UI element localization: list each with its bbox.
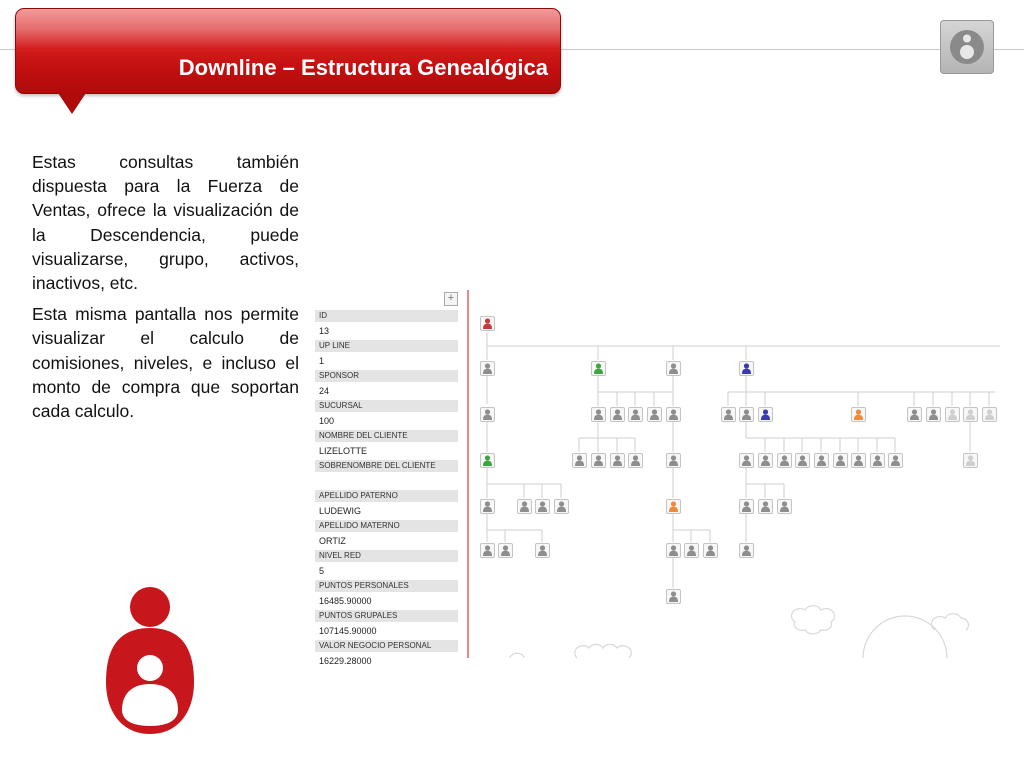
person-icon[interactable] <box>814 453 829 468</box>
tree-connectors <box>315 290 1000 658</box>
title-banner <box>15 8 561 94</box>
person-icon[interactable] <box>982 407 997 422</box>
person-icon[interactable] <box>777 453 792 468</box>
person-icon[interactable] <box>739 453 754 468</box>
field-value-valor-negocio: 16229.28000 <box>319 656 372 666</box>
person-icon[interactable] <box>833 453 848 468</box>
person-icon[interactable] <box>739 499 754 514</box>
field-value-sponsor: 24 <box>319 386 330 396</box>
person-icon[interactable] <box>758 407 773 422</box>
person-icon[interactable] <box>758 499 773 514</box>
person-icon[interactable] <box>498 543 513 558</box>
person-icon[interactable] <box>666 589 681 604</box>
page-title: Downline – Estructura Genealógica <box>178 55 548 80</box>
person-icon[interactable] <box>758 453 773 468</box>
person-icon[interactable] <box>480 316 495 331</box>
person-icon[interactable] <box>926 407 941 422</box>
person-icon[interactable] <box>666 453 681 468</box>
paragraph-1: Estas consultas también dispuesta para la Fuerza de Ventas, ofrece la visualización de la Descendencia, puede visualizarse, grupo, activos, inactivos, etc. <box>32 152 299 294</box>
person-icon[interactable] <box>535 499 550 514</box>
person-icon[interactable] <box>610 453 625 468</box>
field-label-nombre: NOMBRE DEL CLIENTE <box>315 430 458 442</box>
person-icon[interactable] <box>684 543 699 558</box>
field-value-apellido-paterno: LUDEWIG <box>319 506 362 516</box>
person-icon[interactable] <box>480 407 495 422</box>
plus-icon[interactable]: + <box>444 292 458 306</box>
person-icon[interactable] <box>480 499 495 514</box>
person-icon[interactable] <box>628 453 643 468</box>
field-label-puntos-grupales: PUNTOS GRUPALES <box>315 610 458 622</box>
person-icon[interactable] <box>591 407 606 422</box>
field-value-puntos-personales: 16485.90000 <box>319 596 372 606</box>
person-icon[interactable] <box>535 543 550 558</box>
person-icon[interactable] <box>870 453 885 468</box>
person-icon[interactable] <box>666 543 681 558</box>
person-icon[interactable] <box>777 499 792 514</box>
field-value-sucursal: 100 <box>319 416 335 426</box>
person-icon[interactable] <box>795 453 810 468</box>
field-label-sucursal: SUCURSAL <box>315 400 458 412</box>
person-icon[interactable] <box>945 407 960 422</box>
field-value-apellido-materno: ORTIZ <box>319 536 346 546</box>
person-icon[interactable] <box>907 407 922 422</box>
field-label-sobrenombre: SOBRENOMBRE DEL CLIENTE <box>315 460 458 472</box>
field-value-nivel-red: 5 <box>319 566 325 576</box>
person-icon[interactable] <box>480 543 495 558</box>
person-icon[interactable] <box>628 407 643 422</box>
field-value-nombre: LIZELOTTE <box>319 446 368 456</box>
person-icon[interactable] <box>591 361 606 376</box>
field-label-apellido-materno: APELLIDO MATERNO <box>315 520 458 532</box>
downline-panel <box>315 290 1000 666</box>
title-banner-tail <box>58 93 86 114</box>
field-label-nivel-red: NIVEL RED <box>315 550 458 562</box>
body-text <box>32 150 299 430</box>
person-icon[interactable] <box>591 453 606 468</box>
paragraph-2: Esta misma pantalla nos permite visualizar el calculo de comisiones, niveles, e incluso el monto de compra que soportan cada calculo. <box>32 304 299 422</box>
person-icon[interactable] <box>739 407 754 422</box>
field-label-puntos-personales: PUNTOS PERSONALES <box>315 580 458 592</box>
person-icon[interactable] <box>480 361 495 376</box>
person-logo-icon <box>98 586 202 738</box>
person-icon[interactable] <box>739 361 754 376</box>
field-label-id: ID <box>315 310 458 322</box>
person-icon[interactable] <box>554 499 569 514</box>
person-icon[interactable] <box>963 407 978 422</box>
person-icon[interactable] <box>666 361 681 376</box>
person-icon[interactable] <box>888 453 903 468</box>
field-label-sponsor: SPONSOR <box>315 370 458 382</box>
field-value-up-line: 1 <box>319 356 325 366</box>
field-label-valor-negocio: VALOR NEGOCIO PERSONAL <box>315 640 458 652</box>
person-icon[interactable] <box>610 407 625 422</box>
person-icon[interactable] <box>703 543 718 558</box>
person-icon[interactable] <box>666 499 681 514</box>
field-label-up-line: UP LINE <box>315 340 458 352</box>
person-icon[interactable] <box>647 407 662 422</box>
person-icon[interactable] <box>721 407 736 422</box>
person-icon[interactable] <box>851 453 866 468</box>
field-label-apellido-paterno: APELLIDO PATERNO <box>315 490 458 502</box>
person-icon[interactable] <box>480 453 495 468</box>
field-value-id: 13 <box>319 326 330 336</box>
field-value-puntos-grupales: 107145.90000 <box>319 626 377 636</box>
person-icon[interactable] <box>851 407 866 422</box>
person-icon[interactable] <box>572 453 587 468</box>
person-icon[interactable] <box>963 453 978 468</box>
person-icon[interactable] <box>517 499 532 514</box>
person-icon[interactable] <box>739 543 754 558</box>
person-icon[interactable] <box>666 407 681 422</box>
person-icon <box>940 20 994 74</box>
